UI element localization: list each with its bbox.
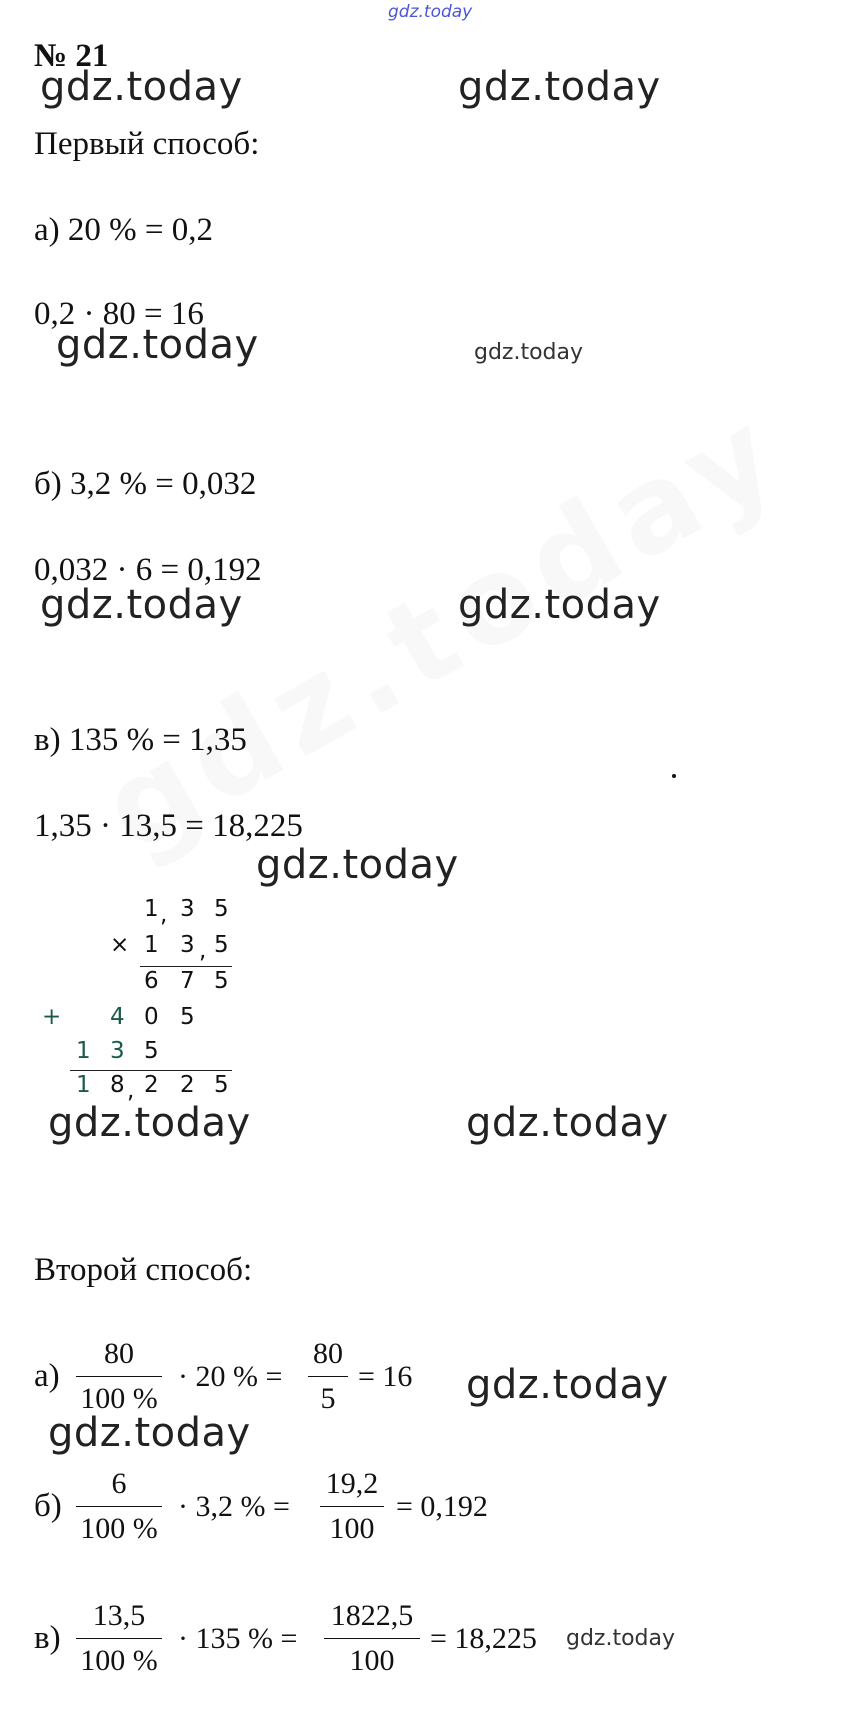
digit: 1 <box>76 1038 91 1064</box>
watermark: gdz.today <box>474 340 584 365</box>
problem-number: № 21 <box>34 38 109 74</box>
method2-v-label: в) <box>34 1620 61 1656</box>
watermark: gdz.today <box>566 1626 676 1651</box>
digit: 5 <box>214 896 229 922</box>
digit: 2 <box>180 1072 195 1098</box>
digit: 2 <box>144 1072 159 1098</box>
method1-v-line2: 1,35 · 13,5 = 18,225 <box>34 808 303 844</box>
digit: 5 <box>214 968 229 994</box>
digit: 5 <box>180 1004 195 1030</box>
digit: 5 <box>144 1038 159 1064</box>
digit: 3 <box>180 896 195 922</box>
method1-b-line1: б) 3,2 % = 0,032 <box>34 466 257 502</box>
underline <box>70 1070 232 1071</box>
method2-a-label: а) <box>34 1358 60 1394</box>
watermark: gdz.today <box>458 64 661 110</box>
method2-a-result: = 16 <box>358 1360 413 1393</box>
decimal-comma: , <box>127 1078 135 1104</box>
watermark: gdz.today <box>48 1100 251 1146</box>
method1-heading: Первый способ: <box>34 126 260 162</box>
watermark: gdz.today <box>40 582 243 628</box>
digit: 8 <box>110 1072 125 1098</box>
decimal-comma: , <box>160 902 168 928</box>
watermark: gdz.today <box>256 842 459 888</box>
stray-dot <box>672 774 676 778</box>
fraction: 1822,5 100 <box>324 1596 420 1681</box>
digit: 1 <box>144 932 159 958</box>
watermark: gdz.today <box>48 1410 251 1456</box>
watermark: gdz.today <box>458 582 661 628</box>
watermark: gdz.today <box>56 322 259 368</box>
watermark: gdz.today <box>466 1100 669 1146</box>
plus-sign: + <box>42 1004 62 1030</box>
method1-a-line1: а) 20 % = 0,2 <box>34 212 213 248</box>
fraction: 6 100 % <box>76 1464 162 1549</box>
method2-b-mid: · 3,2 % = <box>178 1490 290 1523</box>
digit: 0 <box>144 1004 159 1030</box>
watermark: gdz.today <box>466 1362 669 1408</box>
method1-b-line2: 0,032 · 6 = 0,192 <box>34 552 262 588</box>
digit: 3 <box>180 932 195 958</box>
fraction: 80 5 <box>308 1334 348 1419</box>
method2-b-result: = 0,192 <box>396 1490 488 1523</box>
fraction: 19,2 100 <box>320 1464 384 1549</box>
digit: 5 <box>214 932 229 958</box>
method2-v-mid: · 135 % = <box>178 1622 298 1655</box>
decimal-comma: , <box>199 938 207 964</box>
digit: 1 <box>144 896 159 922</box>
multiply-sign: × <box>110 932 130 958</box>
underline <box>140 966 232 967</box>
method2-v-result: = 18,225 <box>430 1622 537 1655</box>
fraction: 13,5 100 % <box>76 1596 162 1681</box>
fraction: 80 100 % <box>76 1334 162 1419</box>
method1-a-line2: 0,2 · 80 = 16 <box>34 296 204 332</box>
method1-v-line1: в) 135 % = 1,35 <box>34 722 247 758</box>
method2-a-mid: · 20 % = <box>178 1360 283 1393</box>
digit: 3 <box>110 1038 125 1064</box>
method2-heading: Второй способ: <box>34 1252 253 1288</box>
digit: 5 <box>214 1072 229 1098</box>
method2-b-label: б) <box>34 1488 62 1524</box>
digit: 1 <box>76 1072 91 1098</box>
digit: 4 <box>110 1004 125 1030</box>
watermark: gdz.today <box>40 64 243 110</box>
digit: 7 <box>180 968 195 994</box>
watermark-top: gdz.today <box>388 2 473 22</box>
digit: 6 <box>144 968 159 994</box>
